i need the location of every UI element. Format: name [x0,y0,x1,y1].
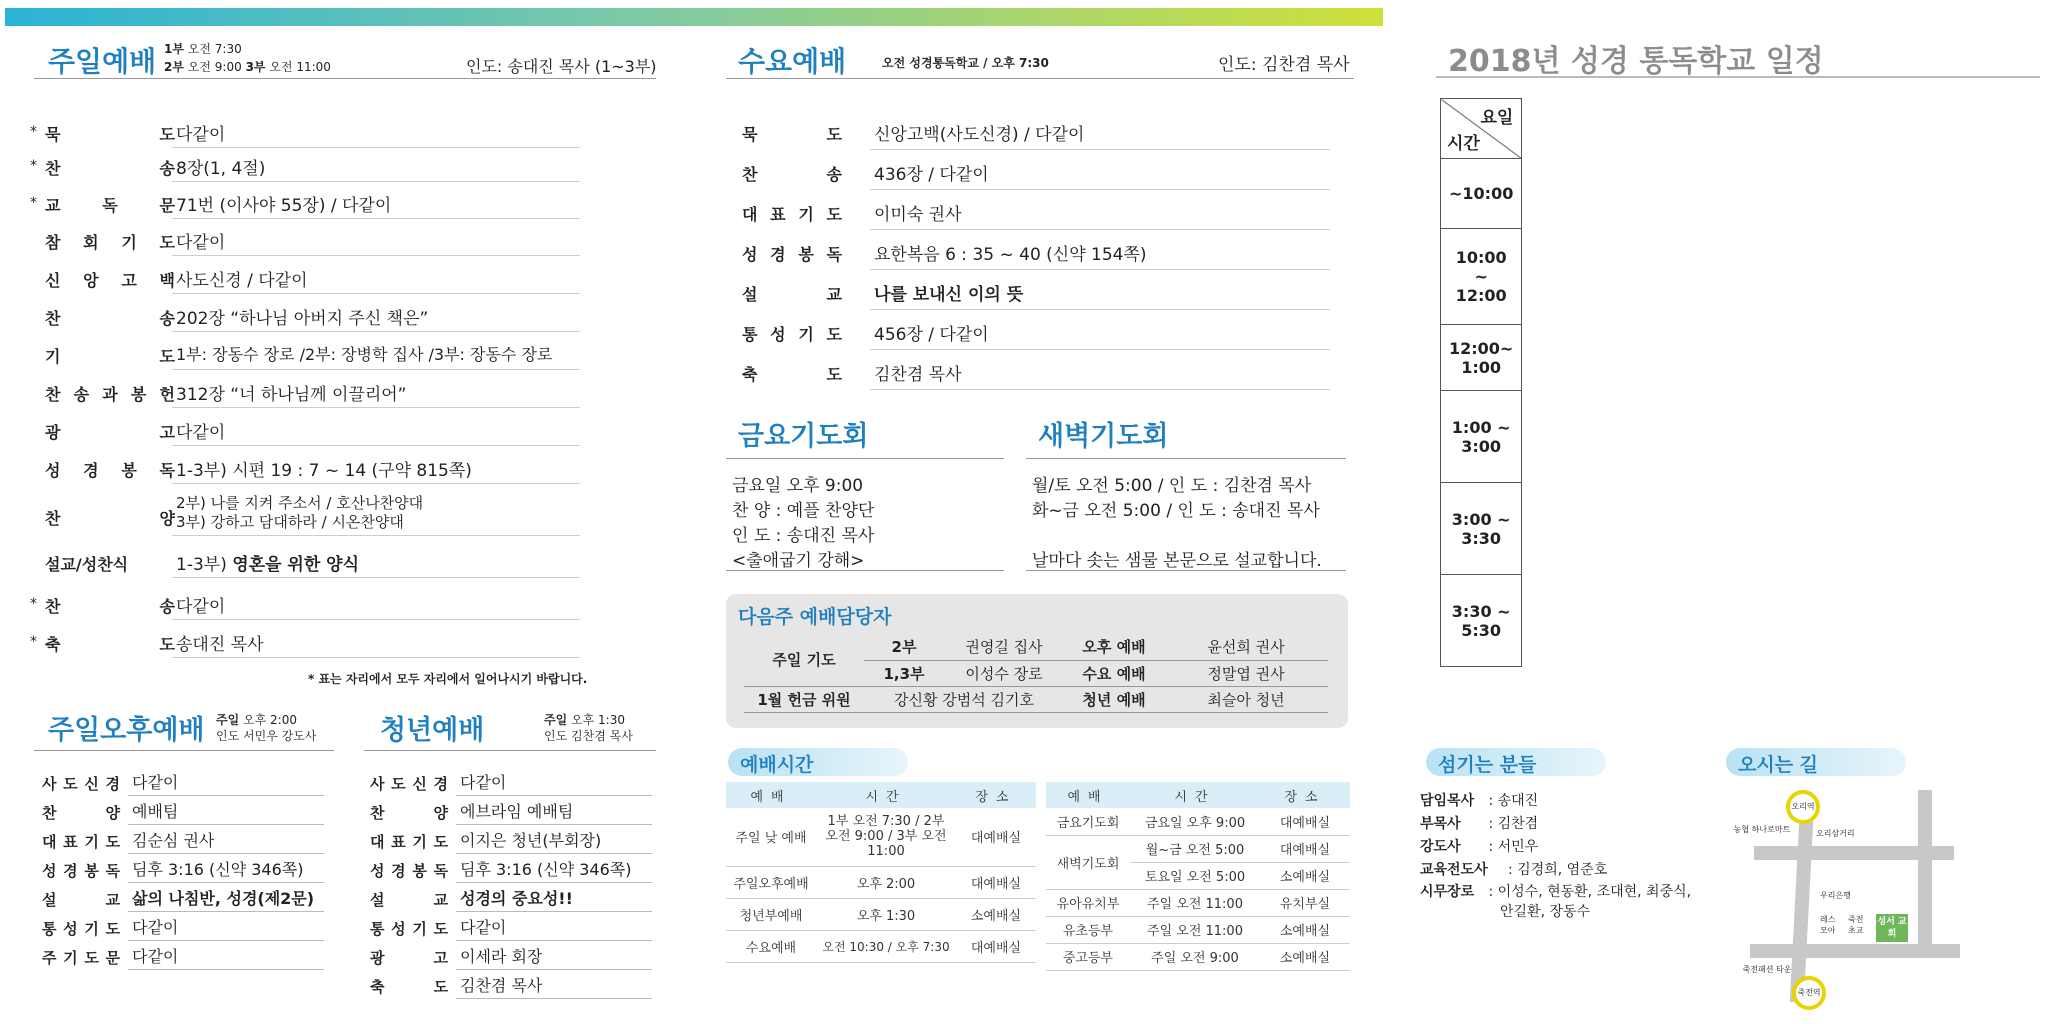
friday-bottom-line [726,570,1004,571]
youth-row: 설 교 성경의 중요성!! [370,884,660,912]
ori-station-icon: 오리역 [1786,790,1820,824]
staff-row: 강도사 : 서민우 [1420,839,1539,855]
youth-row: 성 경 봉 독 딤후 3:16 (신약 346쪽) [370,855,660,883]
order-row [0,450,610,484]
schedule-slot: 3:00 ~ 3:30 [1441,483,1522,575]
order-row [0,336,610,370]
schedule-corner: 요일 시간 [1441,99,1522,159]
schedule-title: 2018년 성경 통독학교 일정 [1448,44,1824,79]
friday-divider [726,458,1004,459]
wednesday-row: 묵 도 신앙고백(사도신경) / 다같이 [720,112,1340,150]
order-value: 다같이 [172,120,580,148]
map-label: 죽전 초교 [1848,915,1864,935]
map-label: 오리삼거리 [1816,829,1855,838]
order-value: 312장 “너 하나님께 이끌리어” [172,380,580,408]
dawn-title: 새벽기도회 [1038,421,1169,452]
order-row [0,544,610,578]
youth-title: 청년예배 [380,715,485,746]
sunday-leader: 인도: 송대진 목사 (1~3부) [466,57,657,76]
road-horizontal-top [1754,846,1954,860]
sunday-divider [34,78,656,79]
order-row [0,374,610,408]
youth-row: 축 도 김찬겸 목사 [370,971,660,999]
youth-row: 찬 양 에브라임 예배팀 [370,797,660,825]
afternoon-row: 성 경 봉 독 딤후 3:16 (신약 346쪽) [42,855,332,883]
order-row [0,412,610,446]
staff-row: 담임목사 : 송대진 [1420,793,1539,809]
afternoon-row: 대 표 기 도 김순심 권사 [42,826,332,854]
worship-times-right-table: 예배 시간 장소 금요기도회 금요일 오후 9:00 대예배실 새벽기도회 월~금 오전 5:00 대예배실 토요일 오전 5:00 소예배실 유아유치부 주일 오전 11:00 유치부실 유초등부 주일 오전 11:00 소예배실 중고등부 주일 오전 9:00 소예배실 [1046,782,1350,971]
order-value: 1-3부) 영혼을 위한 양식 [172,550,580,578]
order-label: 성 경 봉 독 [45,461,175,480]
youth-row: 대 표 기 도 이지은 청년(부회장) [370,826,660,854]
wednesday-row: 통 성 기 도 456장 / 다같이 [720,312,1340,350]
order-row: * 교 독 문 71번 (이사야 55장) / 다같이 [0,185,610,219]
sunday-times [164,40,331,76]
order-row [0,260,610,294]
part1-label: 1부 [164,42,184,56]
staff-title: 섬기는 분들 [1426,748,1606,776]
part2-label: 2부 [164,60,184,74]
part3-label: 3부 [245,60,266,74]
youth-row: 통 성 기 도 다같이 [370,913,660,941]
friday-title: 금요기도회 [738,421,869,452]
prayer-label: 주일 기도 [744,634,864,686]
friday-prayer-section [720,410,1010,580]
directions-title: 오시는 길 [1726,748,1906,776]
directions-map [1733,782,1970,1012]
staff-row: 시무장로 : 이성수, 현동환, 조대현, 최중식, 안길환, 장동수 [1420,884,1692,920]
order-value: 8장(1, 4절) [172,154,580,182]
afternoon-row: 설 교 삶의 나침반, 성경(제2문) [42,884,332,912]
next-week-table: 주일 기도 2부 권영길 집사 오후 예배 윤선희 권사 1,3부 이성수 장로 수요 예배 정말엽 권사 1월 헌금 위원 강신황 강범석 김기호 청년 예배 최슬아 청년 [744,634,1328,713]
order-label: 교 독 문 [45,196,175,215]
schedule-divider [1436,76,2040,78]
order-label: 찬 송 과 봉 헌 [45,385,175,404]
order-row [0,298,610,332]
order-label: 설교/성찬식 [45,555,129,574]
order-label: 참 회 기 도 [45,233,175,252]
staff-row: 교육전도사 : 김경희, 염준호 [1420,862,1608,878]
part2-time: 오전 9:00 [187,60,242,74]
worship-times-left-table: 예배 시간 장소 주일 낮 예배 1부 오전 7:30 / 2부 오전 9:00 / 3부 오전 11:00 대예배실 주일오후예배 오후 2:00 대예배실 청년부예배 오후 1:30 소예배실 수요예배 오전 10:30 / 오후 7:30 대예배실 [726,782,1036,963]
wednesday-subtitle: 오전 성경통독학교 / 오후 7:30 [882,56,1049,70]
order-row [0,492,610,538]
wednesday-row: 찬 송 436장 / 다같이 [720,152,1340,190]
map-label: 죽전패션 타운 [1742,965,1792,974]
youth-row: 광 고 이세라 회장 [370,942,660,970]
schedule-slot: 10:00 ~ 12:00 [1441,229,1522,325]
next-week-duty-section [726,594,1348,728]
map-label: 농협 하나로마트 [1733,825,1791,834]
youth-worship-section [360,700,670,1000]
church-marker-icon: 성서 교회 [1876,914,1908,942]
order-value: 다같이 [172,592,580,620]
friday-details: 금요일 오후 9:00 찬 양 : 예플 찬양단 인 도 : 송대진 목사 <출애굽기 강해> [732,476,875,571]
wednesday-worship-section [720,34,1360,404]
sunday-worship-section [0,34,660,734]
order-label: 기 도 [45,347,175,366]
wednesday-leader: 인도: 김찬겸 목사 [1218,55,1350,75]
afternoon-row: 주 기 도 문 다같이 [42,942,332,970]
order-row: * 묵 도 다같이 [0,114,610,148]
order-label: 축 도 [45,635,175,654]
worship-times-title: 예배시간 [728,748,908,776]
dawn-divider [1026,458,1346,459]
map-label: 레스 모아 [1820,915,1836,935]
sunday-title: 주일예배 [48,45,157,78]
afternoon-title: 주일오후예배 [48,715,205,746]
afternoon-row: 통 성 기 도 다같이 [42,913,332,941]
dawn-details: 월/토 오전 5:00 / 인 도 : 김찬겸 목사 화~금 오전 5:00 / 인 도 : 송대진 목사 날마다 솟는 샘물 본문으로 설교합니다. [1032,476,1322,571]
afternoon-worship-section [0,700,340,1000]
order-label: 광 고 [45,423,175,442]
order-row: * 축 도 송대진 목사 [0,624,610,658]
order-value: 송대진 목사 [172,630,580,658]
wednesday-title: 수요예배 [738,45,847,78]
order-value: 다같이 [172,228,580,256]
order-value: 202장 “하나님 아버지 주신 책은” [172,304,580,332]
wednesday-row: 축 도 김찬겸 목사 [720,352,1340,390]
afternoon-row: 찬 양 예배팀 [42,797,332,825]
order-label: 찬 송 [45,597,175,616]
order-value: 1-3부) 시편 19 : 7 ~ 14 (구약 815쪽) [172,456,580,484]
schedule-slot: ~10:00 [1441,159,1522,229]
youth-row: 사 도 신 경 다같이 [370,768,660,796]
road-horizontal-bottom [1750,944,1960,958]
map-label: 우리은행 [1820,891,1851,900]
part1-time: 오전 7:30 [187,42,242,56]
wednesday-row: 성 경 봉 독 요한복음 6 : 35 ~ 40 (신약 154쪽) [720,232,1340,270]
schedule-slot: 1:00 ~ 3:00 [1441,391,1522,483]
order-label: 찬 송 [45,159,175,178]
order-label: 묵 도 [45,125,175,144]
standing-note: * 표는 자리에서 모두 자리에서 일어나시기 바랍니다. [308,672,588,686]
order-value: 다같이 [172,418,580,446]
dawn-prayer-section [1020,410,1350,580]
youth-divider [364,750,656,751]
order-row [0,222,610,256]
schedule-table [1440,98,1522,667]
afternoon-divider [34,750,334,751]
order-value: 71번 (이사야 55장) / 다같이 [172,191,580,219]
order-value: 사도신경 / 다같이 [172,266,580,294]
order-row: * 찬 송 8장(1, 4절) [0,148,610,182]
part3-time: 오전 11:00 [269,60,331,74]
wednesday-row: 대 표 기 도 이미숙 권사 [720,192,1340,230]
afternoon-row: 사 도 신 경 다같이 [42,768,332,796]
order-label: 찬 양 [45,509,175,528]
schedule-slot: 3:30 ~ 5:30 [1441,575,1522,667]
wednesday-divider [726,78,1354,79]
road-vertical-left [1790,802,1814,1002]
dawn-bottom-line [1026,570,1346,571]
staff-row: 부목사 : 김찬겸 [1420,816,1539,832]
order-row: * 찬 송 다같이 [0,586,610,620]
top-gradient-bar [5,8,1383,26]
schedule-slot: 12:00~ 1:00 [1441,325,1522,391]
order-value: 1부: 장동수 장로 /2부: 장병학 집사 /3부: 장동수 장로 [172,342,580,370]
jukjeon-station-icon: 죽전역 [1792,976,1826,1010]
road-vertical-right [1918,790,1932,958]
order-label: 신 앙 고 백 [45,271,175,290]
youth-info: 주일 오후 1:30 인도 김찬겸 목사 [544,713,633,743]
order-value: 2부) 나를 지켜 주소서 / 호산나찬양대 3부) 강하고 담대하라 / 시온찬양대 [172,494,580,536]
wednesday-row: 설 교 나를 보내신 이의 뜻 [720,272,1340,310]
next-week-title: 다음주 예배담당자 [738,606,892,628]
order-label: 찬 송 [45,309,175,328]
afternoon-info: 주일 오후 2:00 인도 서민우 강도사 [216,713,317,743]
